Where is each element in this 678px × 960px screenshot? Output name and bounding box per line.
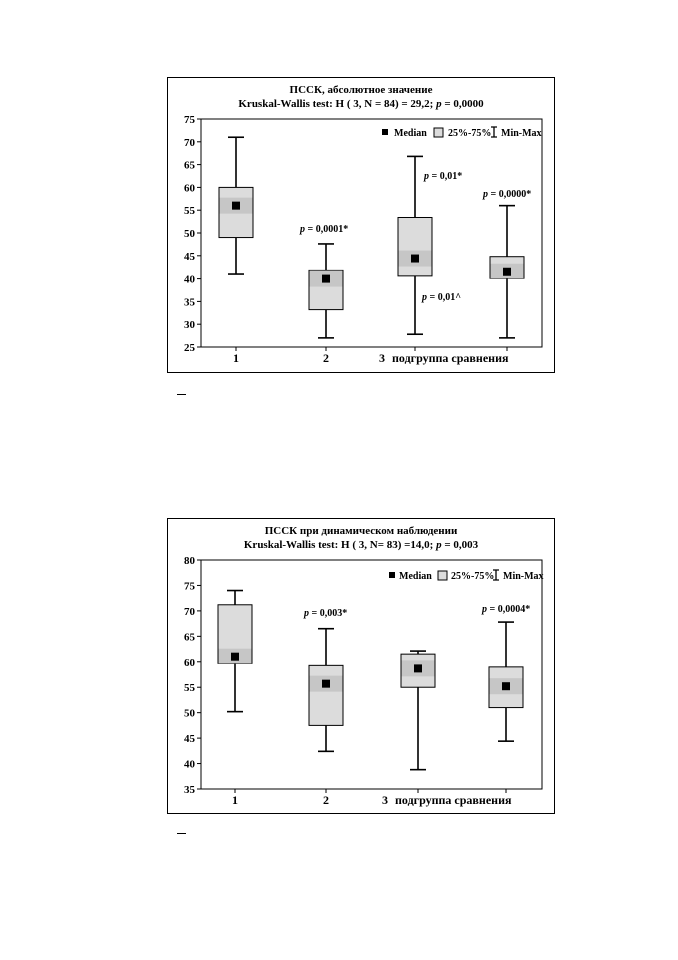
legend-box-label: 25%-75% [451, 571, 495, 582]
x-tick-label: подгруппа сравнения [395, 793, 512, 807]
annotation-p-group3-lower: p = 0,01^ [422, 292, 462, 303]
legend-median-marker [389, 572, 395, 578]
legend-whisker-label: Min-Max [501, 128, 542, 139]
chart-dynamic-observation [167, 518, 555, 814]
chart-svg-dynamic [168, 519, 554, 813]
caption-dash [177, 833, 186, 834]
x-tick-label: 2 [323, 793, 329, 807]
y-tick-label: 60 [184, 656, 195, 669]
y-tick-label: 30 [184, 319, 195, 332]
y-tick-label: 55 [184, 682, 195, 695]
median-marker [231, 653, 239, 661]
y-tick-label: 45 [184, 733, 195, 746]
x-tick-label: 1 [232, 793, 238, 807]
chart-absolute-value [167, 77, 555, 373]
y-tick-label: 40 [184, 758, 195, 771]
y-tick-label: 75 [184, 114, 195, 126]
legend-median-label: Median [399, 571, 432, 582]
y-tick-label: 35 [184, 784, 195, 796]
legend [389, 570, 544, 582]
x-tick-label: 3 [382, 793, 388, 807]
median-marker [322, 275, 330, 283]
y-tick-label: 45 [184, 250, 195, 263]
legend-whisker-label: Min-Max [503, 571, 544, 582]
y-tick-label: 25 [184, 342, 195, 354]
annotation-p-group2: p = 0,0001* [300, 224, 349, 235]
legend [382, 127, 542, 139]
chart-subtitle: Kruskal-Wallis test: H ( 3, N= 83) =14,0; p = 0,003 [243, 539, 479, 551]
annotation-p-group3-upper: p = 0,01* [424, 171, 463, 182]
annotation-p-comparison: p = 0,0004* [482, 604, 531, 615]
legend-median-label: Median [394, 128, 427, 139]
y-tick-label: 70 [184, 605, 195, 618]
y-tick-label: 75 [184, 580, 195, 593]
legend-median-marker [382, 129, 388, 135]
annotation-p-group2: p = 0,003* [304, 608, 348, 619]
x-tick-label: подгруппа сравнения [392, 351, 509, 365]
y-tick-label: 40 [184, 273, 195, 286]
box-iqr [398, 217, 432, 275]
y-tick-label: 50 [184, 707, 195, 720]
box-iqr [309, 665, 343, 725]
legend-box-label: 25%-75% [448, 128, 492, 139]
x-tick-label: 2 [323, 351, 329, 365]
legend-whisker-marker [491, 127, 497, 137]
legend-box-marker [438, 571, 447, 580]
caption-dash [177, 394, 186, 395]
chart-title: ПССК, абсолютное значение [289, 84, 433, 96]
median-marker [411, 255, 419, 263]
y-tick-label: 55 [184, 205, 195, 218]
chart-subtitle: Kruskal-Wallis test: H ( 3, N = 84) = 29,2; p = 0,0000 [238, 98, 484, 110]
y-tick-label: 50 [184, 228, 195, 240]
chart-svg-absolute [168, 78, 554, 372]
median-marker [232, 202, 240, 210]
chart-title: ПССК при динамическом наблюдении [264, 525, 458, 537]
median-marker [502, 682, 510, 690]
median-marker [503, 268, 511, 276]
x-tick-label: 3 [379, 351, 385, 365]
x-tick-label: 1 [233, 351, 239, 365]
y-tick-label: 65 [184, 159, 195, 172]
annotation-p-comparison: p = 0,0000* [483, 189, 532, 200]
y-tick-label: 80 [184, 555, 195, 567]
y-tick-label: 70 [184, 136, 195, 149]
y-tick-label: 60 [184, 182, 195, 195]
median-marker [322, 680, 330, 688]
median-marker [414, 664, 422, 672]
legend-box-marker [434, 128, 443, 137]
y-tick-label: 35 [184, 296, 195, 309]
y-tick-label: 65 [184, 631, 195, 644]
